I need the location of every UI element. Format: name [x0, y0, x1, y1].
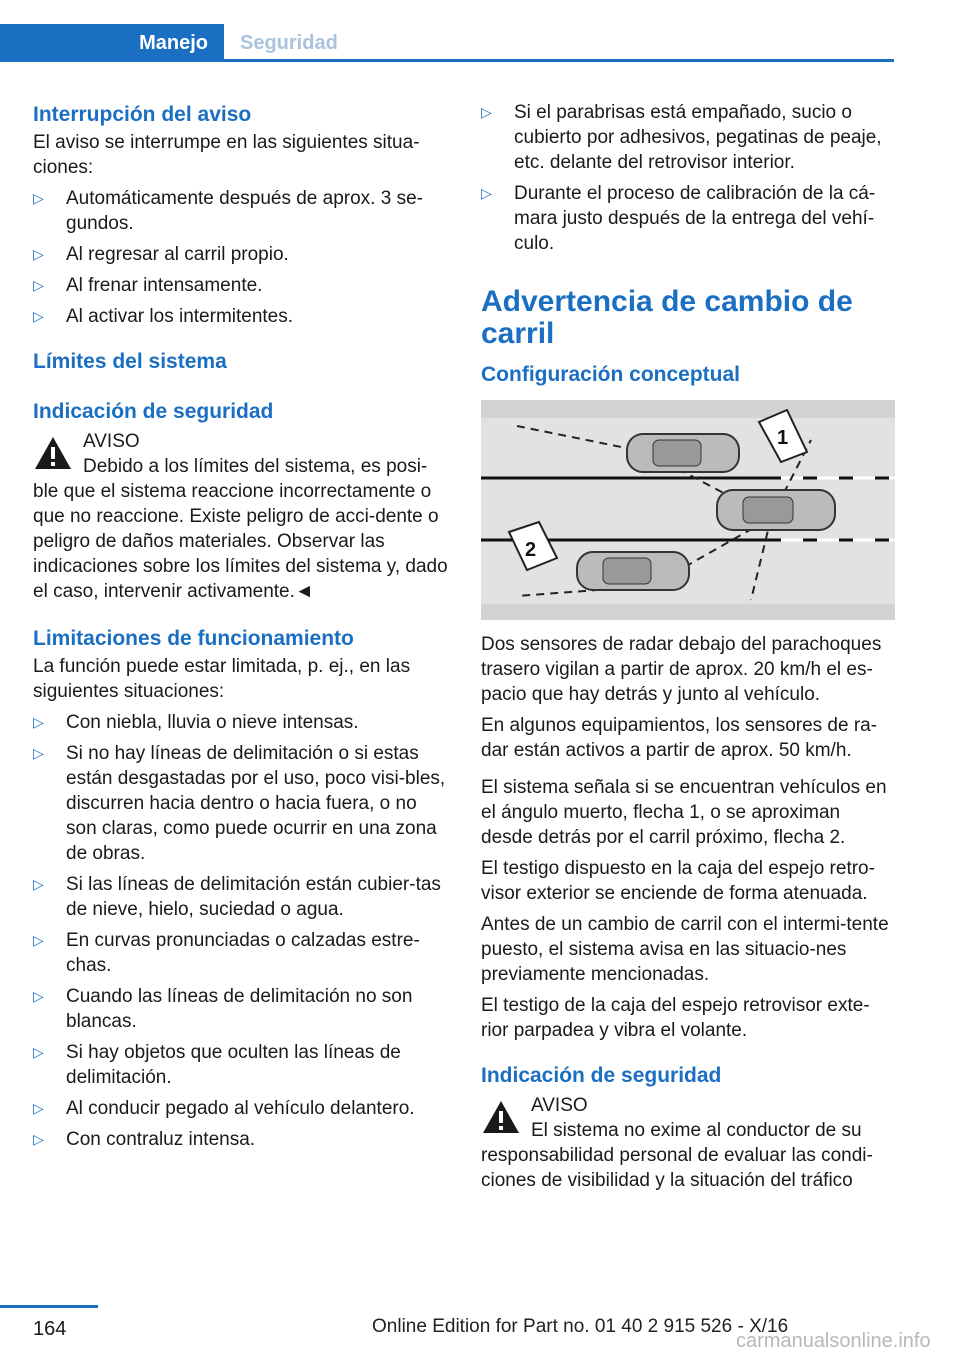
para-sensores: Dos sensores de radar debajo del parachoques trasero vigilan a partir de aprox. 20 km/h el es-pacio que hay detrás y junto al vehículo. — [481, 634, 882, 705]
left-column — [33, 100, 448, 1158]
bullet-triangle-icon: ▷ — [33, 932, 44, 948]
bullet-triangle-icon: ▷ — [33, 1100, 44, 1116]
bullet-triangle-icon: ▷ — [33, 277, 44, 293]
page-number: 164 — [33, 1318, 67, 1340]
car-icon — [577, 552, 689, 590]
warning-label: AVISO — [531, 1095, 588, 1116]
heading-limitaciones: Limitaciones de funcionamiento — [33, 627, 354, 650]
para-senala: El sistema señala si se encuentran vehículos en el ángulo muerto, flecha 1, o se aproximan desde detrás por el carril próximo, flecha 2. — [481, 777, 887, 848]
warning-block-2 — [481, 1093, 895, 1193]
para-equipamientos: En algunos equipamientos, los sensores de ra-dar están activos a partir de aprox. 50 km/h. — [481, 715, 878, 761]
bullet-triangle-icon: ▷ — [481, 104, 492, 120]
watermark: carmanualsonline.info — [736, 1330, 931, 1352]
heading-limites: Límites del sistema — [33, 350, 227, 373]
warning-text: Debido a los límites del sistema, es posi-ble que el sistema reaccione incorrectamente o que no reaccione. Existe peligro de acci-dente o peligro de daños materiales. Observar las indicaciones sobre los límites del sistema y, dado el caso, intervenir activamente.◄ — [33, 456, 448, 602]
bullet-triangle-icon: ▷ — [33, 246, 44, 262]
list-item: ▷ Si las líneas de delimitación están cubier-tas de nieve, hielo, suciedad o agua. — [33, 874, 441, 920]
heading-interrupcion: Interrupción del aviso — [33, 103, 252, 126]
list-item: ▷ Si el parabrisas está empañado, sucio o cubierto por adhesivos, pegatinas de peaje, etc. delante del retrovisor interior. — [481, 102, 882, 173]
warning-triangle-icon — [33, 435, 73, 471]
arrow-1-label: 1 — [777, 427, 789, 449]
para-parpadea: El testigo de la caja del espejo retrovisor exte-rior parpadea y vibra el volante. — [481, 995, 870, 1041]
list-item: ▷ Cuando las líneas de delimitación no son blancas. — [33, 986, 413, 1032]
bullet-triangle-icon: ▷ — [33, 1044, 44, 1060]
list-item: ▷ Si hay objetos que oculten las líneas de delimitación. — [33, 1042, 401, 1088]
warning-label: AVISO — [83, 431, 140, 452]
list-interrupcion — [33, 186, 448, 335]
list-item: ▷ Si no hay líneas de delimitación o si estas están desgastadas por el uso, poco visi-bles, discurren hacia dentro o hacia fuera, o no son claras, como puede ocurrir en una zona de obras. — [33, 743, 446, 864]
list-item: ▷ Con niebla, lluvia o nieve intensas. — [33, 712, 359, 733]
bullet-triangle-icon: ▷ — [33, 745, 44, 761]
car-icon — [717, 490, 835, 530]
list-item: ▷ Durante el proceso de calibración de la cá-mara justo después de la entrega del vehí-culo. — [481, 183, 876, 254]
page-number-line — [0, 1305, 98, 1308]
list-item: ▷ Al activar los intermitentes. — [33, 306, 294, 327]
para-antes: Antes de un cambio de carril con el intermi-tente puesto, el sistema avisa en las situacio-nes previamente mencionadas. — [481, 914, 889, 985]
warning-triangle-icon — [481, 1099, 521, 1135]
list-item: ▷ Automáticamente después de aprox. 3 se-gundos. — [33, 188, 423, 234]
bullet-triangle-icon: ▷ — [33, 190, 44, 206]
text-limitaciones: La función puede estar limitada, p. ej., en las siguientes situaciones: — [33, 656, 411, 702]
bullet-triangle-icon: ▷ — [33, 308, 44, 324]
text-interrupcion: El aviso se interrumpe en las siguientes situa-ciones: — [33, 132, 420, 178]
arrow-2-label: 2 — [525, 539, 537, 561]
lane-change-diagram — [481, 400, 895, 620]
bullet-triangle-icon: ▷ — [33, 1131, 44, 1147]
car-icon — [627, 434, 739, 472]
bullet-triangle-icon: ▷ — [33, 714, 44, 730]
list-item: ▷ En curvas pronunciadas o calzadas estre-chas. — [33, 930, 420, 976]
heading-configuracion: Configuración conceptual — [481, 363, 741, 386]
list-limitaciones — [33, 710, 448, 1158]
bullet-triangle-icon: ▷ — [33, 876, 44, 892]
list-item: ▷ Al conducir pegado al vehículo delantero. — [33, 1098, 415, 1119]
heading-indicacion: Indicación de seguridad — [33, 400, 274, 423]
para-testigo: El testigo dispuesto en la caja del espejo retro-visor exterior se enciende de forma atenuada. — [481, 858, 875, 904]
right-column — [481, 100, 895, 1193]
bullet-triangle-icon: ▷ — [481, 185, 492, 201]
heading-indicacion-2: Indicación de seguridad — [481, 1064, 722, 1087]
warning-text: El sistema no exime al conductor de su responsabilidad personal de evaluar las condi-ciones de visibilidad y la situación del tráfico — [481, 1120, 873, 1191]
tab-manejo[interactable]: Manejo — [0, 24, 224, 62]
warning-block — [33, 429, 448, 604]
header-tabs — [0, 24, 894, 62]
list-item: ▷ Al frenar intensamente. — [33, 275, 263, 296]
edition-footer: Online Edition for Part no. 01 40 2 915 526 - X/16 — [372, 1316, 789, 1337]
heading-advertencia: Advertencia de cambio de carril — [481, 285, 853, 350]
bullet-triangle-icon: ▷ — [33, 988, 44, 1004]
tab-seguridad[interactable]: Seguridad — [240, 32, 338, 54]
list-limitaciones-cont — [481, 100, 895, 262]
header-stripe — [0, 59, 894, 62]
list-item: ▷ Con contraluz intensa. — [33, 1129, 256, 1150]
list-item: ▷ Al regresar al carril propio. — [33, 244, 289, 265]
